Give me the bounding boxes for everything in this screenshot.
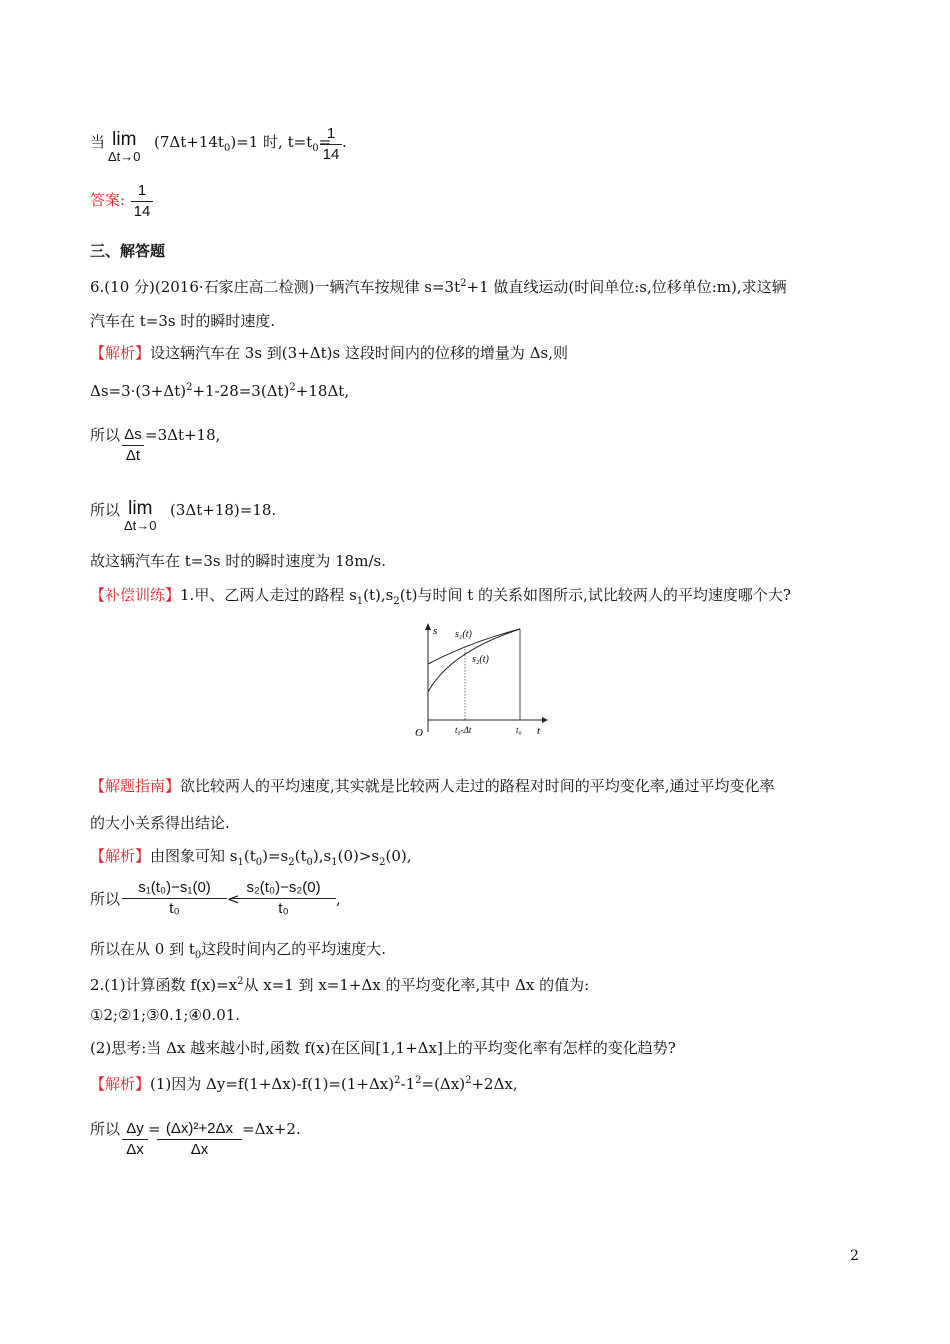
guide-line1: [90, 776, 775, 796]
y-axis-label: s: [433, 625, 438, 637]
text: 所以在从 0 到 t: [90, 940, 195, 958]
lim-word: lim: [128, 498, 153, 519]
text: 欲比较两人的平均速度,其实就是比较两人走过的路程对时间的平均变化率,通过平均变化率: [180, 777, 775, 795]
tick-t0-dt: t₀-Δt: [455, 725, 472, 735]
text: =Δx+2.: [242, 1120, 301, 1138]
compensation-question: [90, 585, 791, 612]
lim-word: lim: [112, 129, 137, 150]
sub: 0: [223, 143, 231, 154]
text: -1: [400, 1075, 416, 1093]
origin-label: O: [415, 727, 423, 739]
comp-tag: 【补偿训练】: [90, 586, 181, 604]
page-number: 2: [850, 1248, 859, 1264]
solution-1d: [90, 500, 120, 520]
q2-line3: [90, 1038, 676, 1058]
dy-over-dx: [122, 1119, 148, 1160]
expr: (7Δt+14t: [154, 133, 224, 151]
text: 当: [90, 133, 106, 151]
text: 故这辆汽车在 t=3s 时的瞬时速度为 18m/s.: [90, 552, 386, 570]
text: (0),: [385, 847, 412, 865]
numerator: Δy: [126, 1120, 144, 1137]
text: ①2;②1;③0.1;④0.01.: [90, 1006, 241, 1024]
denominator: 14: [133, 203, 151, 220]
sup: 2: [186, 382, 193, 393]
text: (0)>s: [337, 847, 380, 865]
q6-line1: [90, 274, 787, 297]
distance-time-graph: [400, 620, 550, 742]
fraction-s1: [122, 878, 227, 919]
text: 所以: [90, 501, 121, 519]
sup: 2: [465, 1075, 472, 1086]
limit-expr: [154, 132, 331, 159]
numerator: 1: [326, 125, 336, 142]
text: (1)因为 Δy=f(1+Δx)-f(1)=(1+Δx): [150, 1075, 395, 1093]
solution-1e: [90, 551, 386, 571]
text: ),s: [312, 847, 332, 865]
text: 所以: [90, 1120, 121, 1138]
text: ,: [336, 890, 341, 908]
fraction-expansion: [157, 1119, 242, 1160]
x-axis-label: t: [537, 725, 541, 737]
text: 三、解答题: [90, 242, 166, 260]
text: 汽车在 t=3s 时的瞬时速度.: [90, 312, 276, 330]
curve-s2-label: s₂(t): [472, 654, 489, 665]
text: 1.甲、乙两人走过的路程 s: [180, 586, 357, 604]
lim-symbol: [124, 499, 157, 533]
sub: 2: [379, 857, 386, 868]
limit-line-1: [90, 132, 105, 152]
section-heading: [90, 241, 165, 261]
sub: 0: [255, 857, 263, 868]
text: Δs=3·(3+Δt): [90, 382, 187, 400]
denominator: 14: [322, 146, 340, 163]
guide-tag: 【解题指南】: [90, 777, 181, 795]
sup: 2: [415, 1075, 422, 1086]
lim-sub: Δt→0: [108, 149, 141, 164]
solution-2b-pre: [90, 889, 120, 909]
numerator: Δs: [124, 426, 142, 443]
expr2: )=1 时, t=t: [230, 133, 313, 151]
text: (3Δt+18)=18.: [170, 501, 277, 519]
text: =: [148, 1120, 161, 1138]
solution-3: [90, 1071, 518, 1094]
solution-1c: [90, 425, 120, 445]
text: 的大小关系得出结论.: [90, 814, 230, 832]
denominator: Δt: [125, 447, 141, 464]
text: <: [227, 890, 240, 908]
text: )=s: [262, 847, 289, 865]
text: (t)与时间 t 的关系如图所示,试比较两人的平均速度哪个大?: [399, 586, 791, 604]
sup: 2: [237, 976, 244, 987]
text: +18Δt,: [295, 382, 350, 400]
sub: 2: [393, 596, 400, 607]
solution-1d-expr: [170, 500, 276, 520]
fraction-s2: [231, 878, 336, 919]
text: 从 x=1 到 x=1+Δx 的平均变化率,其中 Δx 的值为:: [243, 976, 590, 994]
text: .: [342, 133, 347, 151]
denominator: t₀: [169, 900, 180, 917]
y-arrow: [425, 623, 431, 630]
text: 由图象可知 s: [150, 847, 238, 865]
solution-1: [90, 343, 568, 363]
text: (t),s: [363, 586, 394, 604]
q6-line2: [90, 311, 275, 331]
text: =3Δt+18,: [145, 426, 221, 444]
tick-t0: t₀: [516, 725, 522, 735]
text: 所以: [90, 890, 121, 908]
text: 2.(1)计算函数 f(x)=x: [90, 976, 238, 994]
period: [342, 132, 347, 152]
sub: 0: [306, 857, 313, 868]
denominator: Δx: [190, 1141, 209, 1158]
answer-label: [90, 190, 125, 210]
curve-s1-label: s₁(t): [455, 629, 472, 640]
solution-tag: 【解析】: [90, 847, 151, 865]
numerator: 1: [137, 182, 147, 199]
text: 6.(10 分)(2016·石家庄高二检测)一辆汽车按规律 s=3t: [90, 278, 461, 296]
text: (2)思考:当 Δx 越来越小时,函数 f(x)在区间[1,1+Δx]上的平均变化率有怎样的变化趋势?: [90, 1039, 676, 1057]
text: 这段时间内乙的平均速度大.: [201, 940, 387, 958]
numerator: s₁(t₀)−s₁(0): [138, 879, 211, 896]
solution-tag: 【解析】: [90, 344, 151, 362]
text: (t: [294, 847, 307, 865]
sub: 1: [331, 857, 338, 868]
solution-2: [90, 846, 412, 873]
text: +1 做直线运动(时间单位:s,位移单位:m),求这辆: [466, 278, 787, 296]
fraction-1-14: [320, 124, 342, 165]
denominator: t₀: [278, 900, 289, 917]
solution-3b-post: [242, 1119, 301, 1139]
text: 设这辆汽车在 3s 到(3+Δt)s 这段时间内的位移的增量为 Δs,则: [150, 344, 569, 362]
text: +2Δx,: [471, 1075, 518, 1093]
expr3: =: [318, 133, 332, 151]
numerator: s₂(t₀)−s₂(0): [246, 879, 321, 896]
ds-over-dt: [122, 425, 144, 466]
sub: 1: [237, 857, 244, 868]
sub: 0: [312, 143, 319, 154]
guide-line2: [90, 813, 230, 833]
sup: 2: [289, 382, 296, 393]
text: (t: [243, 847, 256, 865]
denominator: Δx: [126, 1141, 144, 1158]
sub: 0: [194, 950, 202, 961]
comma: [336, 889, 341, 909]
solution-tag: 【解析】: [90, 1075, 151, 1093]
answer-fraction: [131, 181, 153, 222]
sub: 2: [288, 857, 295, 868]
lim-symbol: [108, 130, 141, 164]
q2-line2: [90, 1005, 240, 1025]
solution-1b: [90, 378, 349, 401]
solution-3b-pre: [90, 1119, 120, 1139]
sup: 2: [394, 1075, 401, 1086]
x-arrow: [542, 717, 548, 723]
sup: 2: [460, 278, 467, 289]
text: 答案:: [90, 191, 126, 209]
text: +1-28=3(Δt): [192, 382, 290, 400]
solution-1c-post: [145, 425, 220, 445]
text: 所以: [90, 426, 121, 444]
sub: 1: [356, 596, 364, 607]
text: =(Δx): [421, 1075, 466, 1093]
solution-2c: [90, 939, 386, 966]
q2-line1: [90, 972, 589, 995]
numerator: (Δx)²+2Δx: [165, 1120, 234, 1137]
lim-sub: Δt→0: [124, 518, 157, 533]
